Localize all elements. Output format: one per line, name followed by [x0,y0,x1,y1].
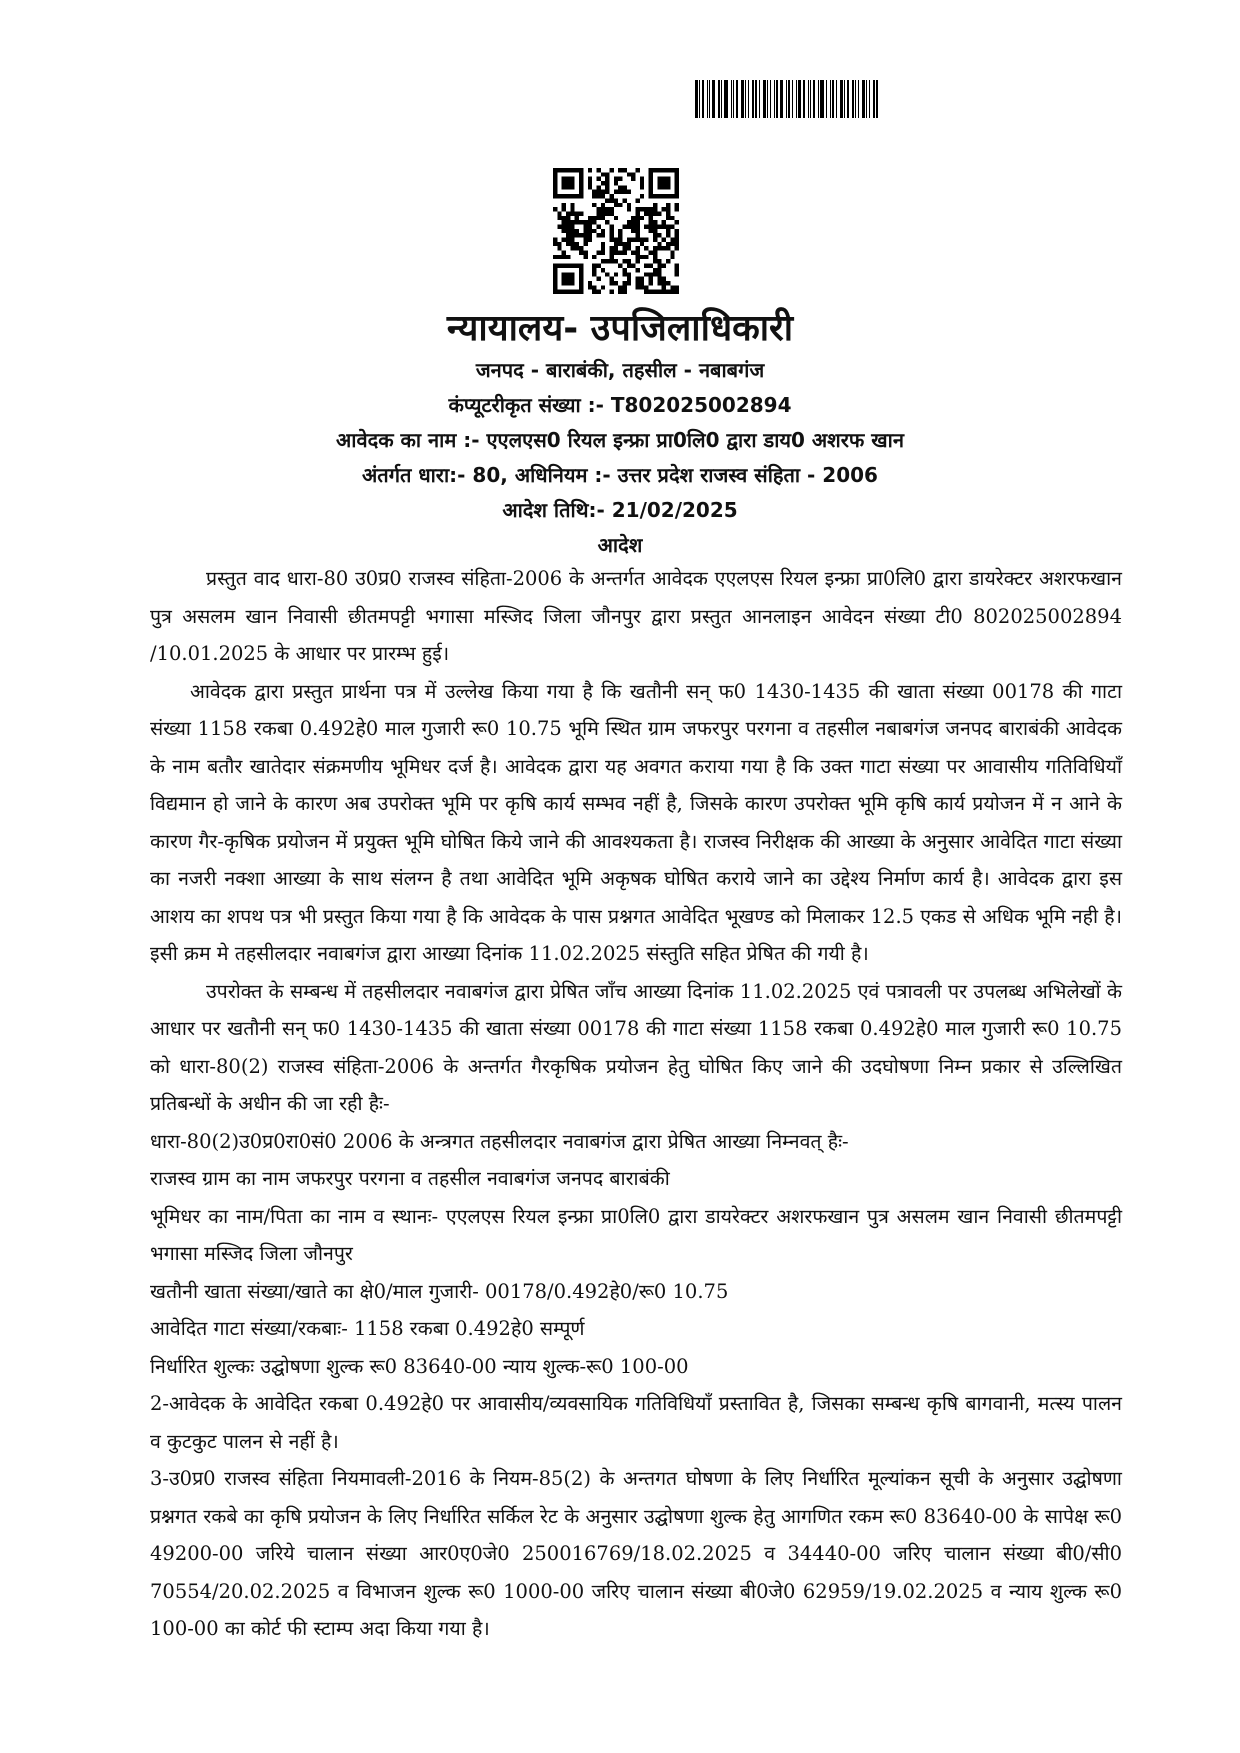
order-date: आदेश तिथि:- 21/02/2025 [502,498,738,522]
detail-line: आवेदित गाटा संख्या/रकबाः- 1158 रकबा 0.492हे0 सम्पूर्ण [150,1317,585,1340]
order-heading: आदेश [597,533,643,557]
applicant-name: आवेदक का नाम :- एएलएस0 रियल इन्फ्रा प्रा0लि0 द्वारा डाय0 अशरफ खान [336,428,904,452]
district-line: जनपद - बाराबंकी, तहसील - नबाबगंज [475,358,765,382]
paragraph-intro: प्रस्तुत वाद धारा-80 उ0प्र0 राजस्व संहिता-2006 के अन्तर्गत आवेदक एएलएस रियल इन्फ्रा प्रा0लि0 द्वारा डायरेक्टर अशरफखान पुत्र असलम खान निवासी छीतमपट्टी भगासा मस्जिद जिला जौनपुर द्वारा प्रस्तुत आनलाइन आवेदन संख्या टी0 802025002894 /10.01.2025 के आधार पर प्रारम्भ हुई। [150,567,1122,665]
qr-code-icon [553,168,679,294]
computer-number: कंप्यूटरीकृत संख्या :- T802025002894 [448,393,792,417]
paragraph-application: आवेदक द्वारा प्रस्तुत प्रार्थना पत्र में उल्लेख किया गया है कि खतौनी सन् फ0 1430-1435 की खाता संख्या 00178 की गाटा संख्या 1158 रकबा 0.492हे0 माल गुजारी रू0 10.75 भूमि स्थित ग्राम जफरपुर परगना व तहसील नबाबगंज जनपद बाराबंकी आवेदक के नाम बतौर खातेदार संक्रमणीय भूमिधर दर्ज है। आवेदक द्वारा यह अवगत कराया गया है कि उक्त गाटा संख्या पर आवासीय गतिविधियाँ विद्यमान हो जाने के कारण अब उपरोक्त भूमि पर कृषि कार्य सम्भव नहीं है, जिसके कारण उपरोक्त भूमि कृषि कार्य प्रयोजन में न आने के कारण गैर-कृषिक प्रयोजन में प्रयुक्त भूमि घोषित किये जाने की आवश्यकता है। राजस्व निरीक्षक की आख्या के अनुसार आवेदित गाटा संख्या का नजरी नक्शा आख्या के साथ संलग्न है तथा आवेदित भूमि अकृषक घोषित कराये जाने का उद्देश्य निर्माण कार्य है। आवेदक द्वारा इस आशय का शपथ पत्र भी प्रस्तुत किया गया है कि आवेदक के पास प्रश्नगत आवेदित भूखण्ड को मिलाकर 12.5 एकड से अधिक भूमि नही है। इसी क्रम मे तहसीलदार नवाबगंज द्वारा आख्या दिनांक 11.02.2025 संस्तुति सहित प्रेषित की गयी है। [150,679,1122,965]
section-act: अंतर्गत धारा:- 80, अधिनियम :- उत्तर प्रदेश राजस्व संहिता - 2006 [362,463,878,487]
court-title: न्यायालय- उपजिलाधिकारी [446,308,794,349]
paragraph-declaration: उपरोक्त के सम्बन्ध में तहसीलदार नवाबगंज द्वारा प्रेषित जाँच आख्या दिनांक 11.02.2025 एवं पत्रावली पर उपलब्ध अभिलेखों के आधार पर खतौनी सन् फ0 1430-1435 की खाता संख्या 00178 की गाटा संख्या 1158 रकबा 0.492हे0 माल गुजारी रू0 10.75 को धारा-80(2) राजस्व संहिता-2006 के अन्तर्गत गैरकृषिक प्रयोजन हेतु घोषित किए जाने की उदघोषणा निम्न प्रकार से उल्लिखित प्रतिबन्धों के अधीन की जा रही हैः- [150,979,1122,1115]
condition-2: 2-आवेदक के आवेदित रकबा 0.492हे0 पर आवासीय/व्यवसायिक गतिविधियाँ प्रस्तावित है, जिसका सम्बन्ध कृषि बागवानी, मत्स्य पालन व कुटकुट पालन से नहीं है। [150,1392,1122,1453]
document-header [0,305,1240,563]
detail-line: खतौनी खाता संख्या/खाते का क्षे0/माल गुजारी- 00178/0.492हे0/रू0 10.75 [150,1279,729,1303]
detail-line: भूमिधर का नाम/पिता का नाम व स्थानः- एएलएस रियल इन्फ्रा प्रा0लि0 द्वारा डायरेक्टर अशरफखान पुत्र असलम खान निवासी छीतमपट्टी भगासा मस्जिद जिला जौनपुर [150,1204,1122,1265]
detail-line: निर्धारित शुल्कः उद्घोषणा शुल्क रू0 83640-00 न्याय शुल्क-रू0 100-00 [150,1354,689,1378]
barcode-icon [695,80,885,118]
order-body [150,560,1122,1648]
detail-line: धारा-80(2)उ0प्र0रा0सं0 2006 के अन्त्रगत तहसीलदार नवाबगंज द्वारा प्रेषित आख्या निम्नवत् हैः- [150,1129,849,1153]
condition-3: 3-उ0प्र0 राजस्व संहिता नियमावली-2016 के नियम-85(2) के अन्तगत घोषणा के लिए निर्धारित मूल्यांकन सूची के अनुसार उद्घोषणा प्रश्नगत रकबे का कृषि प्रयोजन के लिए निर्धारित सर्किल रेट के अनुसार उद्घोषणा शुल्क हेतु आगणित रकम रू0 83640-00 के सापेक्ष रू0 49200-00 जरिये चालान संख्या आर0ए0जे0 250016769/18.02.2025 व 34440-00 जरिए चालान संख्या बी0/सी0 70554/20.02.2025 व विभाजन शुल्क रू0 1000-00 जरिए चालान संख्या बी0जे0 62959/19.02.2025 व न्याय शुल्क रू0 100-00 का कोर्ट फी स्टाम्प अदा किया गया है। [150,1467,1122,1640]
detail-line: राजस्व ग्राम का नाम जफरपुर परगना व तहसील नवाबगंज जनपद बाराबंकी [150,1167,670,1190]
